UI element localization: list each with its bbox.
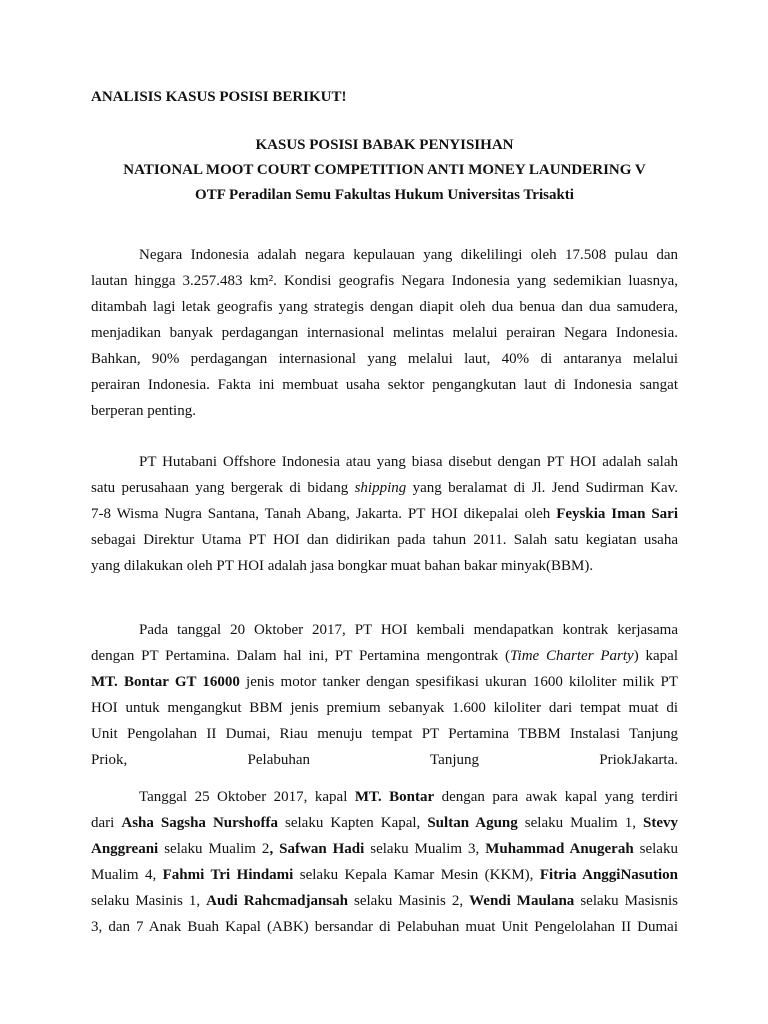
text-line	[91, 695, 678, 721]
text-line	[91, 346, 678, 372]
text-segment: dengan PT Pertamina. Dalam hal ini, PT Pertamina mengontrak (	[91, 648, 511, 664]
text-segment: selaku Mualim 1,	[517, 815, 643, 831]
text-line	[91, 669, 678, 695]
heading-block	[91, 133, 678, 208]
text-segment: selaku Kapten Kapal,	[277, 815, 428, 831]
text-line	[91, 721, 678, 747]
bold-text: Stevy	[643, 815, 678, 831]
paragraph-crew	[91, 784, 678, 940]
bold-text: Fahmi Tri Hindami	[162, 867, 294, 883]
text-line	[91, 268, 678, 294]
text-line	[91, 888, 678, 914]
bold-text: Asha Sagsha Nurshoffa	[121, 815, 278, 831]
paragraph-contract	[91, 617, 678, 773]
text-line	[91, 862, 678, 888]
bold-text: Feyskia Iman Sari	[556, 506, 678, 522]
text-segment: HOI untuk mengangkut BBM jenis premium sebanyak 1.600 kiloliter dari tempat muat di	[91, 700, 678, 716]
italic-text: Time Charter Party	[510, 648, 634, 664]
text-line	[91, 747, 678, 773]
text-segment: berperan penting.	[91, 403, 196, 419]
text-segment: ditambah lagi letak geografis yang strategis dengan diapit oleh dua benua dan dua samudera,	[91, 299, 678, 315]
text-segment: sebagai Direktur Utama PT HOI dan didirikan pada tahun 2011. Salah satu kegiatan usaha	[91, 532, 678, 548]
text-line	[91, 475, 678, 501]
text-line	[91, 294, 678, 320]
text-segment: Unit Pengolahan II Dumai, Riau menuju tempat PT Pertamina TBBM Instalasi Tanjung	[91, 726, 678, 742]
text-line	[91, 617, 678, 643]
heading-line: KASUS POSISI BABAK PENYISIHAN	[255, 137, 514, 153]
text-segment: ) kapal	[633, 648, 678, 664]
text-segment: selaku Masisnis	[574, 893, 678, 909]
text-segment: yang beralamat di Jl. Jend Sudirman Kav.	[406, 480, 678, 496]
text-segment: Pada tanggal 20 Oktober 2017, PT HOI kembali mendapatkan kontrak kerjasama	[139, 622, 678, 638]
text-line	[91, 784, 678, 810]
text-segment: selaku Mualim 2	[158, 841, 270, 857]
text-segment: dari	[91, 815, 122, 831]
text-segment: selaku	[633, 841, 678, 857]
text-segment: satu perusahaan yang bergerak di bidang	[91, 480, 355, 496]
heading-line: NATIONAL MOOT COURT COMPETITION ANTI MONEY LAUNDERING V	[123, 162, 646, 178]
text-line	[91, 449, 678, 475]
paragraph-company	[91, 449, 678, 579]
text-line	[91, 643, 678, 669]
text-line	[91, 836, 678, 862]
text-line	[91, 242, 678, 268]
text-line	[91, 553, 678, 579]
bold-text: Sultan Agung	[427, 815, 518, 831]
text-segment: Priok, Pelabuhan Tanjung PriokJakarta.	[91, 752, 678, 768]
text-segment: selaku Mualim 3,	[364, 841, 486, 857]
document-title: ANALISIS KASUS POSISI BERIKUT!	[91, 89, 347, 105]
text-segment: 7-8 Wisma Nugra Santana, Tanah Abang, Jakarta. PT HOI dikepalai oleh	[91, 506, 557, 522]
text-segment: PT Hutabani Offshore Indonesia atau yang biasa disebut dengan PT HOI adalah salah	[139, 454, 678, 470]
heading-line: OTF Peradilan Semu Fakultas Hukum Universitas Trisakti	[195, 187, 574, 203]
text-segment: Bahkan, 90% perdagangan internasional yang melalui laut, 40% di antaranya melalui	[91, 351, 678, 367]
text-line	[91, 372, 678, 398]
text-segment: yang dilakukan oleh PT HOI adalah jasa bongkar muat bahan bakar minyak(BBM).	[91, 558, 594, 574]
text-line	[91, 527, 678, 553]
text-segment: perairan Indonesia. Fakta ini membuat usaha sektor pengangkutan laut di Indonesia sangat	[91, 377, 678, 393]
bold-text: Anggreani	[91, 841, 159, 857]
text-segment: menjadikan banyak perdagangan internasional melintas melalui perairan Negara Indonesia.	[91, 325, 678, 341]
text-line	[91, 810, 678, 836]
text-segment: selaku Masinis 2,	[348, 893, 470, 909]
text-line	[91, 501, 678, 527]
text-line	[91, 914, 678, 940]
text-segment: dengan para awak kapal yang terdiri	[434, 789, 678, 805]
text-segment: Negara Indonesia adalah negara kepulauan yang dikelilingi oleh 17.508 pulau dan	[139, 247, 678, 263]
paragraph-geography	[91, 242, 678, 424]
text-segment: selaku Masinis 1,	[91, 893, 207, 909]
bold-text: MT. Bontar GT 16000	[91, 674, 240, 690]
bold-text: Audi Rahcmadjansah	[206, 893, 348, 909]
text-segment: 3, dan 7 Anak Buah Kapal (ABK) bersandar di Pelabuhan muat Unit Pengelolahan II Dumai	[91, 919, 678, 935]
text-segment: Tanggal 25 Oktober 2017, kapal	[139, 789, 355, 805]
bold-text: , Safwan Hadi	[269, 841, 365, 857]
text-line	[91, 398, 678, 424]
text-line	[91, 320, 678, 346]
text-segment: selaku Kepala Kamar Mesin (KKM),	[293, 867, 540, 883]
bold-text: MT. Bontar	[354, 789, 435, 805]
bold-text: Muhammad Anugerah	[485, 841, 634, 857]
bold-text: Fitria AnggiNasution	[539, 867, 678, 883]
text-segment: jenis motor tanker dengan spesifikasi ukuran 1600 kiloliter milik PT	[239, 674, 678, 690]
text-segment: Mualim 4,	[91, 867, 163, 883]
italic-text: shipping	[354, 480, 407, 496]
bold-text: Wendi Maulana	[469, 893, 575, 909]
text-segment: lautan hingga 3.257.483 km². Kondisi geografis Negara Indonesia yang sedemikian luasnya,	[91, 273, 678, 289]
